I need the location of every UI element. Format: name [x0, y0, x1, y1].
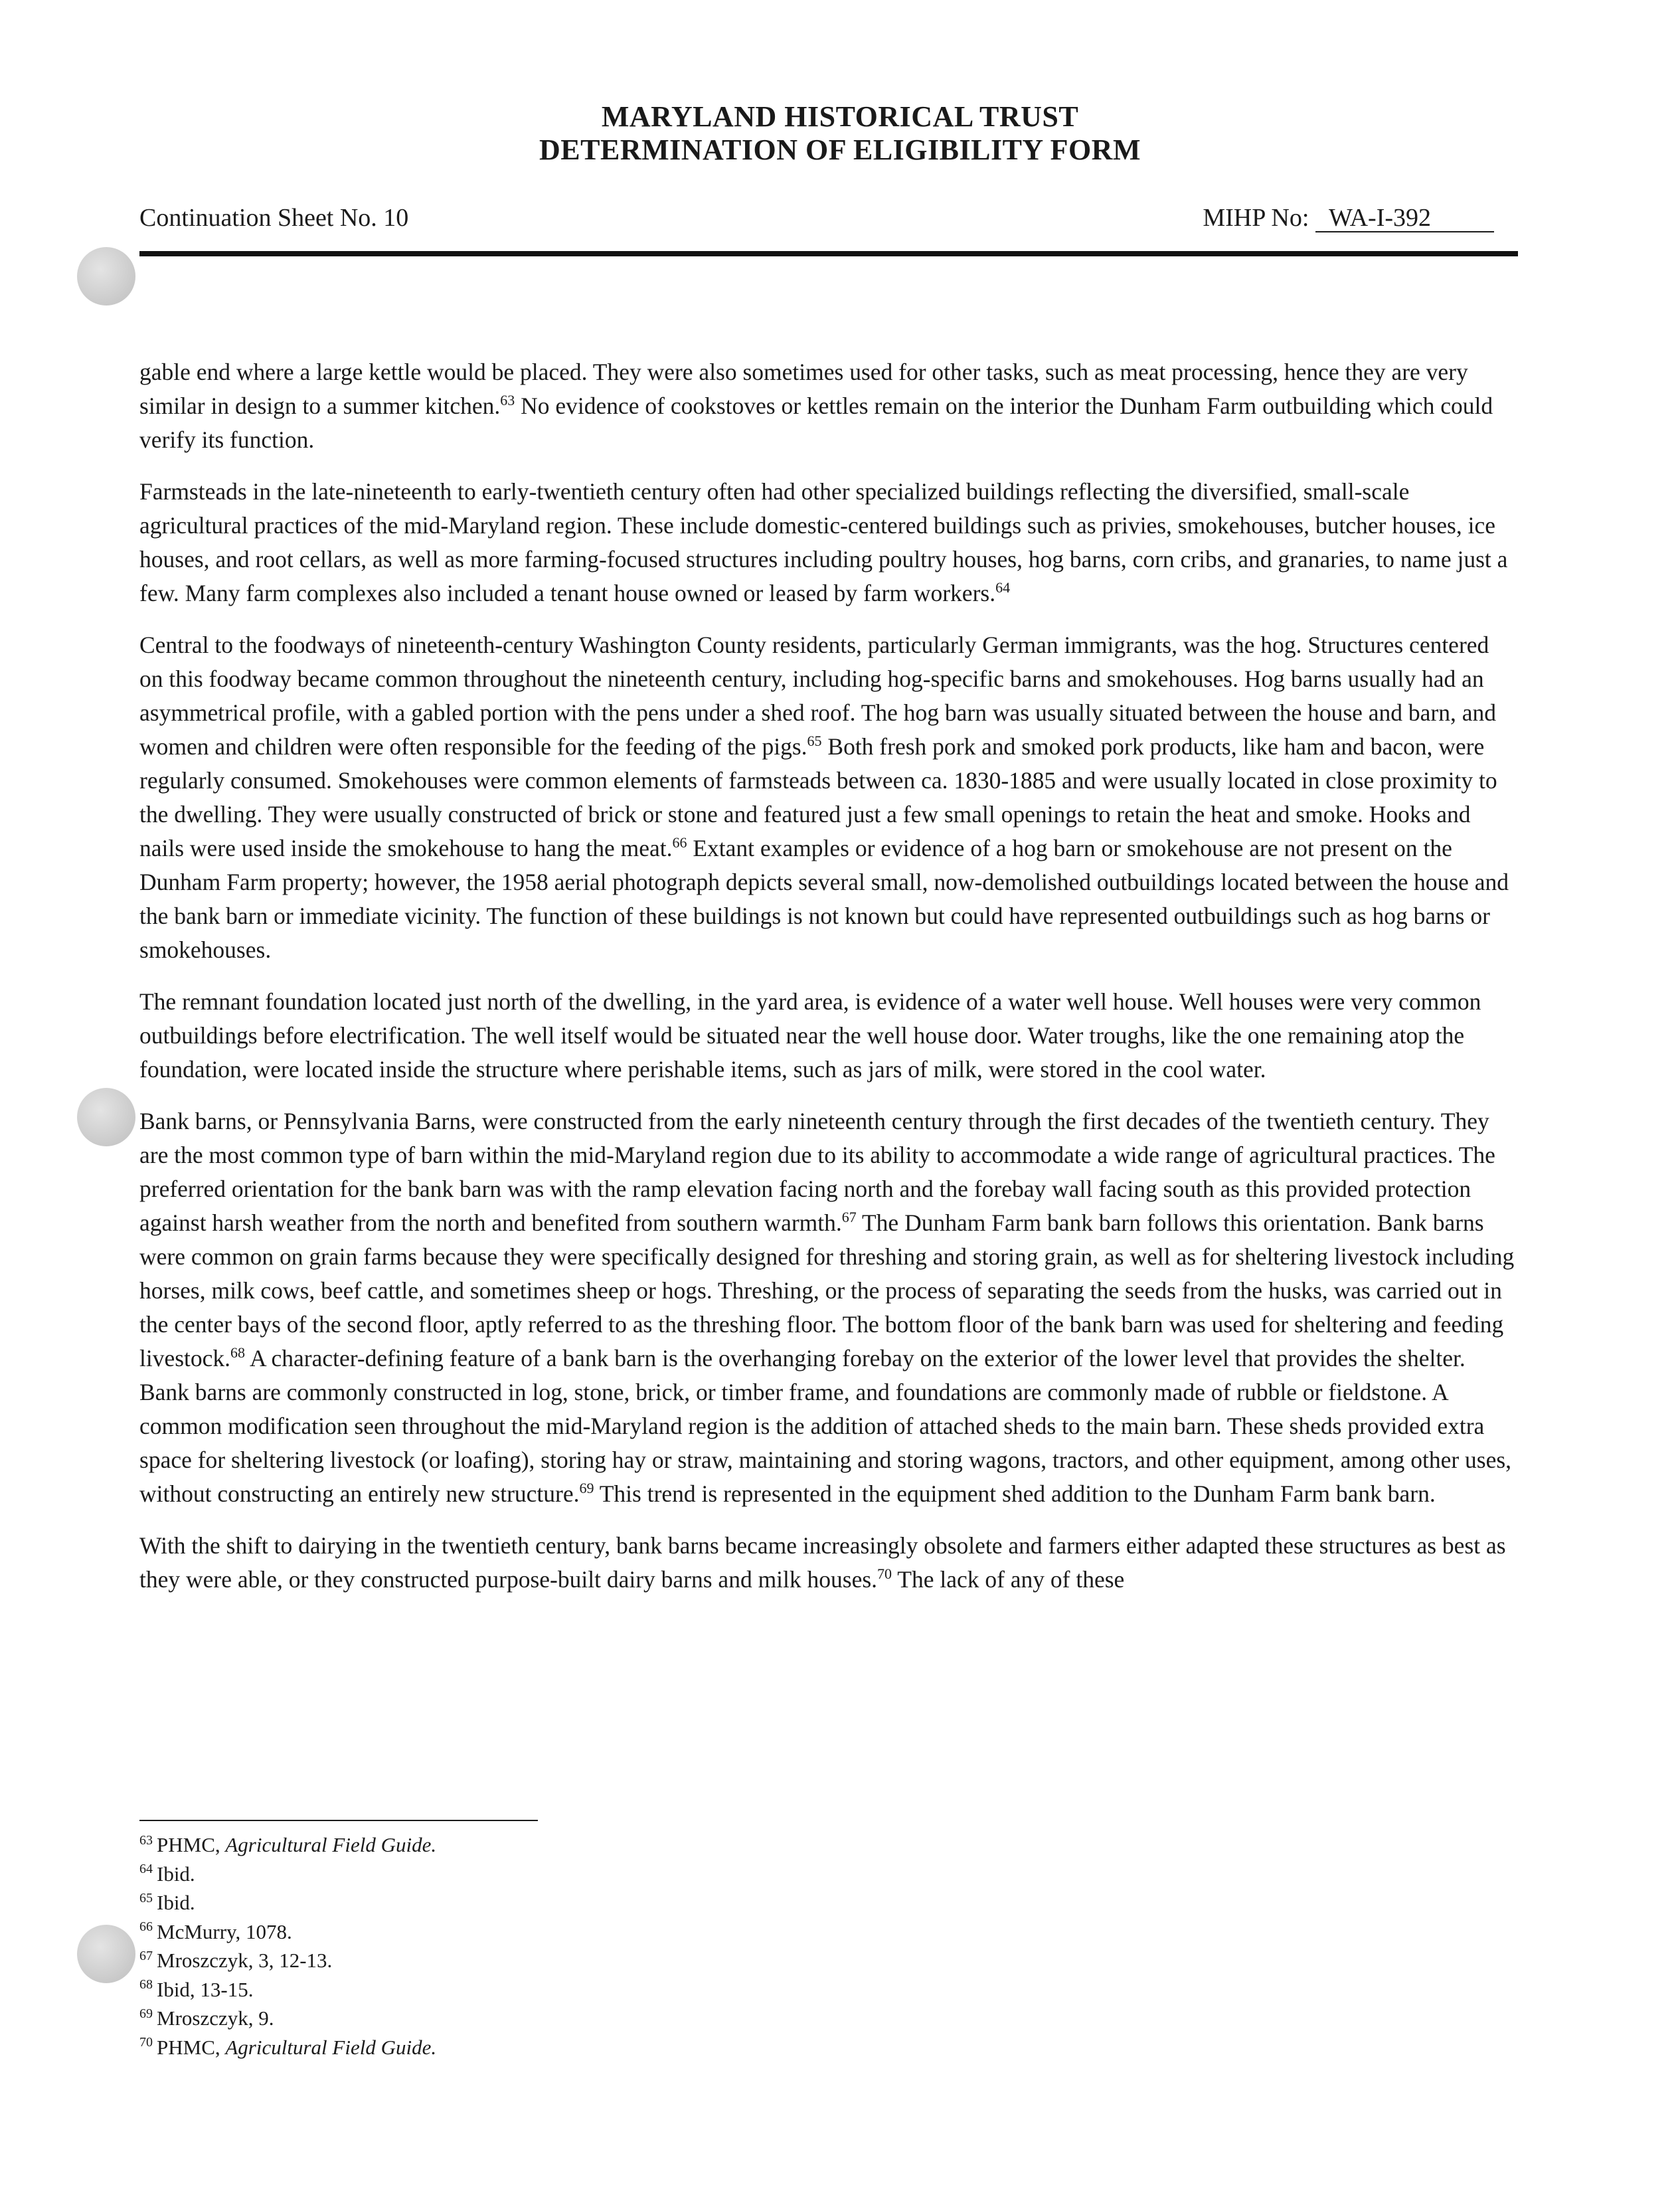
footnote [139, 1888, 1135, 1917]
footnote-ref: 69 [579, 1480, 594, 1497]
footnote-ref: 66 [672, 834, 687, 851]
footnote-number: 68 [139, 1977, 153, 1992]
form-title-line2: DETERMINATION OF ELIGIBILITY FORM [539, 133, 1141, 166]
footnote-text: Mroszczyk, 3, 12-13. [157, 1949, 333, 1972]
text-run: Central to the foodways of nineteenth-century Washington County residents, particularly German immigrants, was the hog. Structures centered on this foodway became common throughout the nineteenth century, including hog-specific barns and smokehouses. Hog barns usually had an asymmetrical profile, with a gabled portion with the pens under a shed roof. The hog barn was usually situated between the house and barn, and women and children were often responsible for the feeding of the pigs. [139, 632, 1496, 760]
text-run: A character-defining feature of a bank barn is the overhanging forebay on the exterior of the lower level that provides the shelter. Bank barns are commonly constructed in log, stone, brick, or timber frame, and foundations are commonly made of rubble or fieldstone. A common modification seen throughout the mid-Maryland region is the addition of attached sheds to the main barn. These sheds provided extra space for sheltering livestock (or loafing), storing hay or straw, maintaining and storing wagons, tractors, and other equipment, among other uses, without constructing an entirely new structure. [139, 1345, 1512, 1507]
paragraph-1 [139, 355, 1518, 457]
mihp-number [1203, 203, 1494, 232]
footnotes [139, 1830, 1135, 2062]
paragraph-4 [139, 985, 1518, 1087]
footnote-text: Ibid. [157, 1891, 195, 1914]
footnote-number: 63 [139, 1832, 153, 1848]
footnote-ref: 70 [877, 1565, 892, 1583]
text-run: Bank barns, or Pennsylvania Barns, were constructed from the early nineteenth century through the first decades of the twentieth century. They are the most common type of barn within the mid-Maryland region due to its ability to accommodate a wide range of agricultural practices. The preferred orientation for the bank barn was with the ramp elevation facing north and the forebay wall facing south as this provided protection against harsh weather from the north and benefited from southern warmth. [139, 1108, 1495, 1236]
footnote-text: Mroszczyk, 9. [157, 2006, 274, 2030]
punch-hole-middle [77, 1088, 135, 1146]
text-run: This trend is represented in the equipment shed addition to the Dunham Farm bank barn. [594, 1480, 1436, 1507]
footnote-ref: 63 [500, 392, 515, 409]
footnote-ref: 64 [995, 579, 1011, 596]
paragraph-2 [139, 475, 1518, 610]
footnote-ref: 68 [230, 1344, 246, 1362]
footnote-text: Ibid. [157, 1862, 195, 1886]
paragraph-5 [139, 1104, 1518, 1511]
punch-hole-top [77, 247, 135, 306]
footnote [139, 1860, 1135, 1889]
text-run: No evidence of cookstoves or kettles remain on the interior the Dunham Farm outbuilding which could verify its function. [139, 393, 1493, 453]
footnote-number: 69 [139, 2006, 153, 2021]
text-run: The Dunham Farm bank barn follows this orientation. Bank barns were common on grain farms because they were specifically designed for threshing and storing grain, as well as for sheltering livestock including horses, milk cows, beef cattle, and sometimes sheep or hogs. Threshing, or the process of separating the seeds from the husks, was carried out in the center bays of the second floor, aptly referred to as the threshing floor. The bottom floor of the bank barn was used for sheltering and feeding livestock. [139, 1209, 1515, 1371]
form-title-line1: MARYLAND HISTORICAL TRUST [601, 100, 1079, 133]
footnote [139, 1946, 1135, 1975]
text-run: The remnant foundation located just north of the dwelling, in the yard area, is evidence of a water well house. Well houses were very common outbuildings before electrification. The well itself would be situated near the well house door. Water troughs, like the one remaining atop the foundation, were located inside the structure where perishable items, such as jars of milk, were stored in the cool water. [139, 988, 1481, 1083]
footnote-number: 64 [139, 1862, 153, 1877]
body-text [139, 355, 1518, 1615]
footnote [139, 1917, 1135, 1947]
footnote-text: PHMC, [157, 2035, 226, 2059]
footnote-text: McMurry, 1078. [157, 1919, 292, 1943]
footnote-separator [139, 1820, 538, 1821]
footnote-ref: 67 [841, 1209, 857, 1226]
continuation-sheet-label: Continuation Sheet No. 10 [139, 204, 409, 232]
footnote-number: 70 [139, 2035, 153, 2050]
footnote [139, 2033, 1135, 2062]
text-run: gable end where a large kettle would be placed. They were also sometimes used for other tasks, such as meat processing, hence they are very similar in design to a summer kitchen. [139, 359, 1468, 419]
text-run: Both fresh pork and smoked pork products, like ham and bacon, were regularly consumed. Smokehouses were common elements of farmsteads between ca. 1830-1885 and were usually located in close proximity to the dwelling. They were usually constructed of brick or stone and featured just a few small openings to retain the heat and smoke. Hooks and nails were used inside the smokehouse to hang the meat. [139, 733, 1497, 861]
footnote [139, 1975, 1135, 2004]
footnote-ref: 65 [807, 733, 822, 750]
footnote [139, 2004, 1135, 2033]
text-run: With the shift to dairying in the twentieth century, bank barns became increasingly obsolete and farmers either adapted these structures as best as they were able, or they constructed purpose-built dairy barns and milk houses. [139, 1532, 1506, 1593]
mihp-label: MIHP No: [1203, 204, 1309, 232]
footnote-number: 67 [139, 1948, 153, 1963]
paragraph-6 [139, 1529, 1518, 1597]
text-run: Farmsteads in the late-nineteenth to early-twentieth century often had other specialized buildings reflecting the diversified, small-scale agricultural practices of the mid-Maryland region. These include domestic-centered buildings such as privies, smokehouses, butcher houses, ice houses, and root cellars, as well as more farming-focused structures including poultry houses, hog barns, corn cribs, and granaries, to name just a few. Many farm complexes also included a tenant house owned or leased by farm workers. [139, 478, 1508, 606]
footnote-title: Agricultural Field Guide. [225, 2035, 437, 2059]
footnote-text: PHMC, [157, 1833, 226, 1856]
text-run: Extant examples or evidence of a hog barn or smokehouse are not present on the Dunham Farm property; however, the 1958 aerial photograph depicts several small, now-demolished outbuildings located between the house and the bank barn or immediate vicinity. The function of these buildings is not known but could have represented outbuildings such as hog barns or smokehouses. [139, 835, 1509, 963]
paragraph-3 [139, 628, 1518, 967]
footnote-number: 66 [139, 1919, 153, 1935]
mihp-value: WA-I-392 [1315, 205, 1494, 232]
text-run: The lack of any of these [892, 1566, 1125, 1593]
punch-hole-bottom [77, 1925, 135, 1983]
footnote-text: Ibid, 13-15. [157, 1977, 254, 2001]
footnote-number: 65 [139, 1890, 153, 1905]
footnote [139, 1830, 1135, 1860]
footnote-title: Agricultural Field Guide. [225, 1833, 437, 1856]
header-rule [139, 251, 1518, 256]
